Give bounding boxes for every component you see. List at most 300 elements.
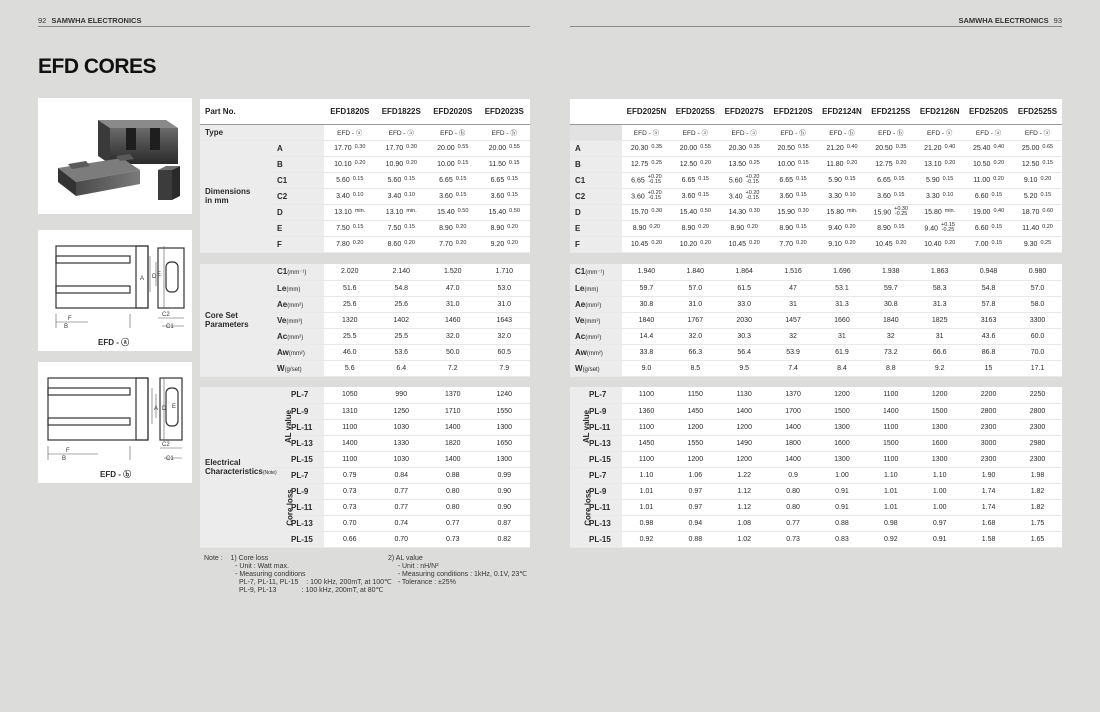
value-number: 14.30 xyxy=(728,208,747,216)
core-param-value: 31.0 xyxy=(671,296,720,312)
param-symbol: Le xyxy=(575,283,585,293)
value-cell xyxy=(671,156,720,172)
value-cell xyxy=(671,236,720,252)
core-loss-value: 1.58 xyxy=(964,531,1013,547)
tolerance-value: 0.15 xyxy=(844,175,856,182)
value-cell xyxy=(622,172,671,188)
core-param-value: 53.9 xyxy=(769,344,818,360)
param-unit: (mm²) xyxy=(287,334,304,341)
core-param-value: 1643 xyxy=(479,312,531,328)
tolerance-value: 0.15 xyxy=(352,223,364,230)
tolerance-value: min. xyxy=(847,207,858,214)
value-number: 13.10 xyxy=(924,160,942,168)
al-value: 1500 xyxy=(866,435,915,451)
al-value: 1030 xyxy=(376,451,428,467)
dimension-key: E xyxy=(272,220,324,236)
core-param-value: 53.6 xyxy=(376,344,428,360)
param-unit: (mm²) xyxy=(585,334,602,341)
tolerance-value: 0.20 xyxy=(1042,223,1053,230)
core-param-value: 25.5 xyxy=(324,328,376,344)
value-number: 3.30 xyxy=(828,192,842,200)
brand-left: SAMWHA ELECTRONICS xyxy=(51,16,142,25)
value-number: 10.20 xyxy=(679,240,698,248)
material-grade: PL-11 xyxy=(286,419,324,435)
param-symbol: Ve xyxy=(575,315,585,325)
note-al-value: 2) AL value - Unit : nH/N² - Measuring conditions : 1kHz, 0.1V, 23℃ - Tolerance : ±25% xyxy=(388,555,528,586)
vertical-text: Core loss xyxy=(583,488,593,526)
value-cell xyxy=(720,188,769,204)
tolerance-value: +0.20 -0.15 xyxy=(745,189,760,201)
material-grade: PL-11 xyxy=(584,419,622,435)
al-value: 990 xyxy=(376,387,428,403)
core-param-value: 1457 xyxy=(769,312,818,328)
value-cell xyxy=(427,220,479,236)
al-value: 1400 xyxy=(427,451,479,467)
core-param-value: 1660 xyxy=(818,312,867,328)
tolerance-value: 0.15 xyxy=(796,191,807,198)
value-number: 6.65 xyxy=(681,176,696,184)
material-grade: PL-11 xyxy=(584,499,622,515)
core-loss-row xyxy=(570,499,1062,515)
tolerance-value: 0.15 xyxy=(404,223,415,230)
al-value: 1030 xyxy=(376,419,428,435)
value-number: 7.50 xyxy=(387,224,402,232)
al-value: 1200 xyxy=(671,451,720,467)
al-value: 1100 xyxy=(866,419,915,435)
part-number: EFD1820S xyxy=(324,99,376,124)
value-cell xyxy=(720,140,769,156)
tolerance-value: 0.20 xyxy=(944,159,956,166)
part-number-row xyxy=(570,99,1062,124)
drawing-efd-b xyxy=(38,362,192,483)
core-loss-value: 0.90 xyxy=(479,483,531,499)
core-param-key xyxy=(570,328,622,344)
part-number: EFD2027S xyxy=(720,99,769,124)
core-param-value: 32.0 xyxy=(479,328,531,344)
core-param-value: 30.8 xyxy=(622,296,671,312)
value-cell xyxy=(866,188,915,204)
al-value: 2200 xyxy=(964,387,1013,403)
core-loss-value: 0.91 xyxy=(818,483,867,499)
value-cell xyxy=(376,204,428,220)
value-number: 19.00 xyxy=(972,208,991,216)
tolerance-value: 0.20 xyxy=(406,159,417,166)
al-value-row xyxy=(570,435,1062,451)
core-param-value: 2.020 xyxy=(324,264,376,280)
core-param-value: 47.0 xyxy=(427,280,479,296)
type-blank xyxy=(570,124,622,140)
core-loss-value: 0.80 xyxy=(769,483,818,499)
part-number-row xyxy=(200,99,530,124)
tolerance-value: 0.15 xyxy=(991,239,1003,246)
param-unit: (mm²) xyxy=(585,302,602,309)
value-number: 9.30 xyxy=(1023,240,1038,248)
core-param-value: 43.6 xyxy=(964,328,1013,344)
core-param-value: 31 xyxy=(915,328,964,344)
drawing-a-label: EFD - ⓐ xyxy=(98,338,130,347)
value-cell xyxy=(1013,236,1062,252)
core-loss-value: 0.80 xyxy=(427,483,479,499)
right-core-params-table xyxy=(570,264,1062,377)
value-number: 10.00 xyxy=(437,160,455,168)
value-cell xyxy=(1013,188,1062,204)
value-cell xyxy=(866,140,915,156)
value-cell xyxy=(622,140,671,156)
value-number: 9.40 xyxy=(828,224,842,232)
core-loss-value: 1.82 xyxy=(1013,483,1062,499)
core-param-row xyxy=(570,264,1062,280)
value-number: 15.70 xyxy=(630,208,649,216)
core-loss-value: 1.68 xyxy=(964,515,1013,531)
electrical-label xyxy=(200,387,277,547)
tolerance-value: 0.55 xyxy=(797,143,809,150)
core-param-value: 1.696 xyxy=(818,264,867,280)
core-param-value: 73.2 xyxy=(866,344,915,360)
core-param-value: 32.0 xyxy=(427,328,479,344)
tolerance-value: 0.20 xyxy=(993,175,1004,182)
value-cell xyxy=(720,220,769,236)
type-value: EFD - ⓐ xyxy=(915,124,964,140)
value-cell xyxy=(324,140,376,156)
core-param-value: 1840 xyxy=(622,312,671,328)
core-loss-value: 0.97 xyxy=(671,483,720,499)
value-cell xyxy=(479,172,531,188)
dim-label-b-d: D xyxy=(162,406,167,412)
tolerance-value: 0.15 xyxy=(455,191,467,198)
core-param-value: 54.8 xyxy=(376,280,428,296)
core-loss-value: 1.08 xyxy=(720,515,769,531)
type-value: EFD - ⓐ xyxy=(720,124,769,140)
core-param-value: 66.3 xyxy=(671,344,720,360)
core-loss-value: 0.91 xyxy=(915,531,964,547)
value-cell xyxy=(964,140,1013,156)
param-unit: (g/set) xyxy=(582,366,600,373)
core-loss-value: 0.97 xyxy=(915,515,964,531)
al-value: 1300 xyxy=(479,419,531,435)
core-param-value: 1.940 xyxy=(622,264,671,280)
value-number: 3.60 xyxy=(877,192,891,200)
value-number: 12.50 xyxy=(679,160,698,168)
value-cell xyxy=(818,172,867,188)
al-value: 1200 xyxy=(720,451,769,467)
param-symbol: Ae xyxy=(277,299,288,309)
core-param-value: 58.0 xyxy=(1013,296,1062,312)
value-cell xyxy=(720,204,769,220)
tolerance-value: 0.15 xyxy=(796,175,807,182)
al-value: 2300 xyxy=(964,451,1013,467)
dim-label-e: E xyxy=(157,272,162,278)
value-number: 25.00 xyxy=(1021,144,1040,152)
al-value: 1300 xyxy=(915,419,964,435)
type-value: EFD - ⓑ xyxy=(769,124,818,140)
al-value: 1050 xyxy=(324,387,376,403)
part-number: EFD2025N xyxy=(622,99,671,124)
core-loss-value: 0.80 xyxy=(769,499,818,515)
core-param-value: 32 xyxy=(866,328,915,344)
material-grade: PL-7 xyxy=(584,387,622,403)
value-cell xyxy=(671,220,720,236)
core-param-value: 25.5 xyxy=(376,328,428,344)
material-grade: PL-9 xyxy=(286,483,324,499)
core-param-row xyxy=(570,280,1062,296)
value-cell xyxy=(769,140,818,156)
dimension-key: C2 xyxy=(570,188,622,204)
core-loss-value: 0.98 xyxy=(866,515,915,531)
value-cell xyxy=(376,156,428,172)
core-loss-value: 1.65 xyxy=(1013,531,1062,547)
value-cell xyxy=(720,172,769,188)
value-cell xyxy=(479,188,531,204)
value-cell xyxy=(622,204,671,220)
param-symbol: C1 xyxy=(277,267,288,277)
value-cell xyxy=(964,220,1013,236)
dimension-row xyxy=(570,156,1062,172)
core-param-key xyxy=(272,344,324,360)
tolerance-value: 0.20 xyxy=(455,239,467,246)
core-loss-value: 1.90 xyxy=(964,467,1013,483)
tolerance-value: 0.35 xyxy=(895,143,907,150)
param-symbol: Aw xyxy=(277,347,289,357)
value-number: 8.90 xyxy=(632,224,647,232)
value-cell xyxy=(964,236,1013,252)
value-number: 6.60 xyxy=(974,224,989,232)
core-param-value: 9.2 xyxy=(915,360,964,376)
core-param-value: 25.6 xyxy=(376,296,428,312)
core-param-value: 2.140 xyxy=(376,264,428,280)
value-cell xyxy=(769,220,818,236)
tolerance-value: +0.15 -0.25 xyxy=(941,221,955,233)
core-loss-value: 0.98 xyxy=(622,515,671,531)
material-grade: PL-7 xyxy=(286,467,324,483)
value-number: 7.70 xyxy=(439,240,453,248)
dimension-key: F xyxy=(272,236,324,252)
core-param-key xyxy=(272,296,324,312)
value-number: 13.10 xyxy=(385,208,404,216)
tolerance-value: 0.30 xyxy=(797,207,809,214)
value-number: 11.40 xyxy=(1022,224,1040,232)
tolerance-value: 0.15 xyxy=(457,159,469,166)
core-loss-label xyxy=(570,467,593,547)
tolerance-value: 0.30 xyxy=(354,143,366,150)
tolerance-value: 0.40 xyxy=(944,143,956,150)
part-number: EFD2126N xyxy=(915,99,964,124)
value-cell xyxy=(915,220,964,236)
tolerance-value: 0.15 xyxy=(507,175,518,182)
al-value: 1710 xyxy=(427,403,479,419)
value-number: 20.00 xyxy=(488,144,507,152)
dimension-key: D xyxy=(570,204,622,220)
al-value: 1240 xyxy=(479,387,531,403)
value-cell xyxy=(622,220,671,236)
value-number: 6.65 xyxy=(439,176,453,184)
core-loss-value: 0.73 xyxy=(324,483,376,499)
param-unit: (mm) xyxy=(584,286,599,293)
value-number: 20.00 xyxy=(437,144,455,152)
value-cell xyxy=(479,156,531,172)
core-param-value: 57.0 xyxy=(1013,280,1062,296)
core-loss-value: 1.00 xyxy=(818,467,867,483)
value-number: 20.50 xyxy=(777,144,795,152)
al-value: 1100 xyxy=(866,451,915,467)
core-loss-value: 1.06 xyxy=(671,467,720,483)
al-value: 2300 xyxy=(964,419,1013,435)
value-cell xyxy=(376,140,428,156)
tolerance-value: 0.15 xyxy=(797,159,809,166)
value-cell xyxy=(769,204,818,220)
tolerance-value: 0.20 xyxy=(749,239,760,246)
value-cell xyxy=(915,140,964,156)
dim-label-c1: C1 xyxy=(166,324,174,330)
note-core-loss: Note : 1) Core loss - Unit : Watt max. - Measuring conditions PL-7, PL-11, PL-15 : 100 kHz, 200mT, at 100℃ PL-9, PL-13 : 100 kHz, 200mT, at 80℃ xyxy=(204,555,392,594)
electrical-text: Electrical Characteristics xyxy=(205,457,263,476)
core-param-value: 50.0 xyxy=(427,344,479,360)
dimension-key: C1 xyxy=(570,172,622,188)
al-value: 1550 xyxy=(671,435,720,451)
core-param-value: 9.0 xyxy=(622,360,671,376)
tolerance-value: min. xyxy=(406,207,417,214)
core-param-value: 9.5 xyxy=(720,360,769,376)
al-value: 1400 xyxy=(720,403,769,419)
page-title: EFD CORES xyxy=(38,55,157,78)
param-symbol: W xyxy=(277,363,285,373)
material-grade: PL-13 xyxy=(286,435,324,451)
core-param-value: 51.6 xyxy=(324,280,376,296)
value-cell xyxy=(720,236,769,252)
param-symbol: Le xyxy=(277,283,287,293)
tolerance-value: 0.20 xyxy=(700,159,711,166)
al-value: 3000 xyxy=(964,435,1013,451)
value-cell xyxy=(479,140,531,156)
core-param-value: 0.980 xyxy=(1013,264,1062,280)
value-cell xyxy=(818,220,867,236)
value-cell xyxy=(622,188,671,204)
value-cell xyxy=(427,236,479,252)
param-unit: (mm²) xyxy=(288,350,305,357)
value-cell xyxy=(427,156,479,172)
al-value: 1600 xyxy=(818,435,867,451)
value-cell xyxy=(376,172,428,188)
value-number: 17.70 xyxy=(334,144,352,152)
dimensions-label: Dimensions in mm xyxy=(200,140,272,252)
right-dimensions-table xyxy=(570,99,1062,253)
tolerance-value: 0.15 xyxy=(352,175,364,182)
param-symbol: Ae xyxy=(575,299,586,309)
value-number: 3.60 xyxy=(490,192,505,200)
value-number: 5.20 xyxy=(1023,192,1038,200)
core-param-value: 3300 xyxy=(1013,312,1062,328)
core-param-key xyxy=(272,264,324,280)
core-loss-value: 0.77 xyxy=(376,499,428,515)
value-number: 8.90 xyxy=(439,224,453,232)
core-param-value: 31.0 xyxy=(479,296,531,312)
material-grade: PL-9 xyxy=(286,403,324,419)
part-number: EFD2025S xyxy=(671,99,720,124)
value-cell xyxy=(479,236,531,252)
value-cell xyxy=(1013,156,1062,172)
core-loss-row xyxy=(570,467,1062,483)
al-value: 1400 xyxy=(769,451,818,467)
value-number: 15.40 xyxy=(437,208,455,216)
tolerance-value: 0.50 xyxy=(509,207,520,214)
value-number: 12.75 xyxy=(630,160,649,168)
core-param-value: 17.1 xyxy=(1013,360,1062,376)
tolerance-value: 0.15 xyxy=(698,175,709,182)
value-cell xyxy=(671,172,720,188)
value-number: 9.40 xyxy=(924,224,939,232)
al-value: 1550 xyxy=(479,403,531,419)
core-loss-value: 1.10 xyxy=(915,467,964,483)
tolerance-value: 0.20 xyxy=(507,223,518,230)
tolerance-value: 0.15 xyxy=(893,191,905,198)
tolerance-value: 0.25 xyxy=(651,159,663,166)
dimension-row xyxy=(570,140,1062,156)
al-value: 1300 xyxy=(915,451,964,467)
dim-label-d: D xyxy=(152,274,157,280)
value-number: 10.45 xyxy=(875,240,893,248)
core-loss-value: 0.88 xyxy=(671,531,720,547)
core-param-value: 32.0 xyxy=(671,328,720,344)
tolerance-value: +0.30 -0.25 xyxy=(894,205,909,217)
core-param-value: 30.8 xyxy=(866,296,915,312)
param-symbol: Ac xyxy=(277,331,288,341)
value-number: 6.65 xyxy=(877,176,891,184)
material-grade: PL-13 xyxy=(584,435,622,451)
core-param-key xyxy=(570,280,622,296)
value-cell xyxy=(818,204,867,220)
value-number: 8.90 xyxy=(681,224,696,232)
value-number: 21.20 xyxy=(826,144,844,152)
core-param-key xyxy=(272,328,324,344)
param-unit: (g/set) xyxy=(284,366,302,373)
value-cell xyxy=(915,236,964,252)
part-number: EFD2525S xyxy=(1013,99,1062,124)
core-loss-value: 0.66 xyxy=(324,531,376,547)
tolerance-value: +0.20 -0.15 xyxy=(647,189,662,201)
al-value: 1200 xyxy=(915,387,964,403)
al-value: 2300 xyxy=(1013,451,1062,467)
value-number: 25.40 xyxy=(972,144,991,152)
value-cell xyxy=(720,156,769,172)
core-param-value: 33.0 xyxy=(720,296,769,312)
core-param-value: 31.3 xyxy=(915,296,964,312)
core-param-value: 3163 xyxy=(964,312,1013,328)
al-value: 1370 xyxy=(427,387,479,403)
tolerance-value: 0.20 xyxy=(895,159,907,166)
part-number: EFD2520S xyxy=(964,99,1013,124)
param-symbol: Ve xyxy=(277,315,287,325)
value-number: 20.00 xyxy=(679,144,698,152)
value-number: 10.00 xyxy=(777,160,795,168)
tolerance-value: 0.20 xyxy=(700,239,711,246)
part-number: EFD2124N xyxy=(818,99,867,124)
core-loss-value: 1.10 xyxy=(866,467,915,483)
tolerance-value: 0.15 xyxy=(893,223,905,230)
value-cell xyxy=(324,204,376,220)
value-number: 3.60 xyxy=(681,192,696,200)
efd-a-dimension-drawing xyxy=(38,230,192,330)
core-loss-value: 0.92 xyxy=(866,531,915,547)
value-number: 3.60 xyxy=(439,192,453,200)
core-loss-value: 1.12 xyxy=(720,483,769,499)
value-cell xyxy=(324,172,376,188)
al-value: 1250 xyxy=(376,403,428,419)
value-cell xyxy=(818,236,867,252)
core-loss-value: 0.84 xyxy=(376,467,428,483)
type-value: EFD - ⓑ xyxy=(818,124,867,140)
drawing-b-label: EFD - ⓑ xyxy=(100,470,132,479)
value-cell xyxy=(1013,140,1062,156)
value-number: 7.00 xyxy=(974,240,989,248)
